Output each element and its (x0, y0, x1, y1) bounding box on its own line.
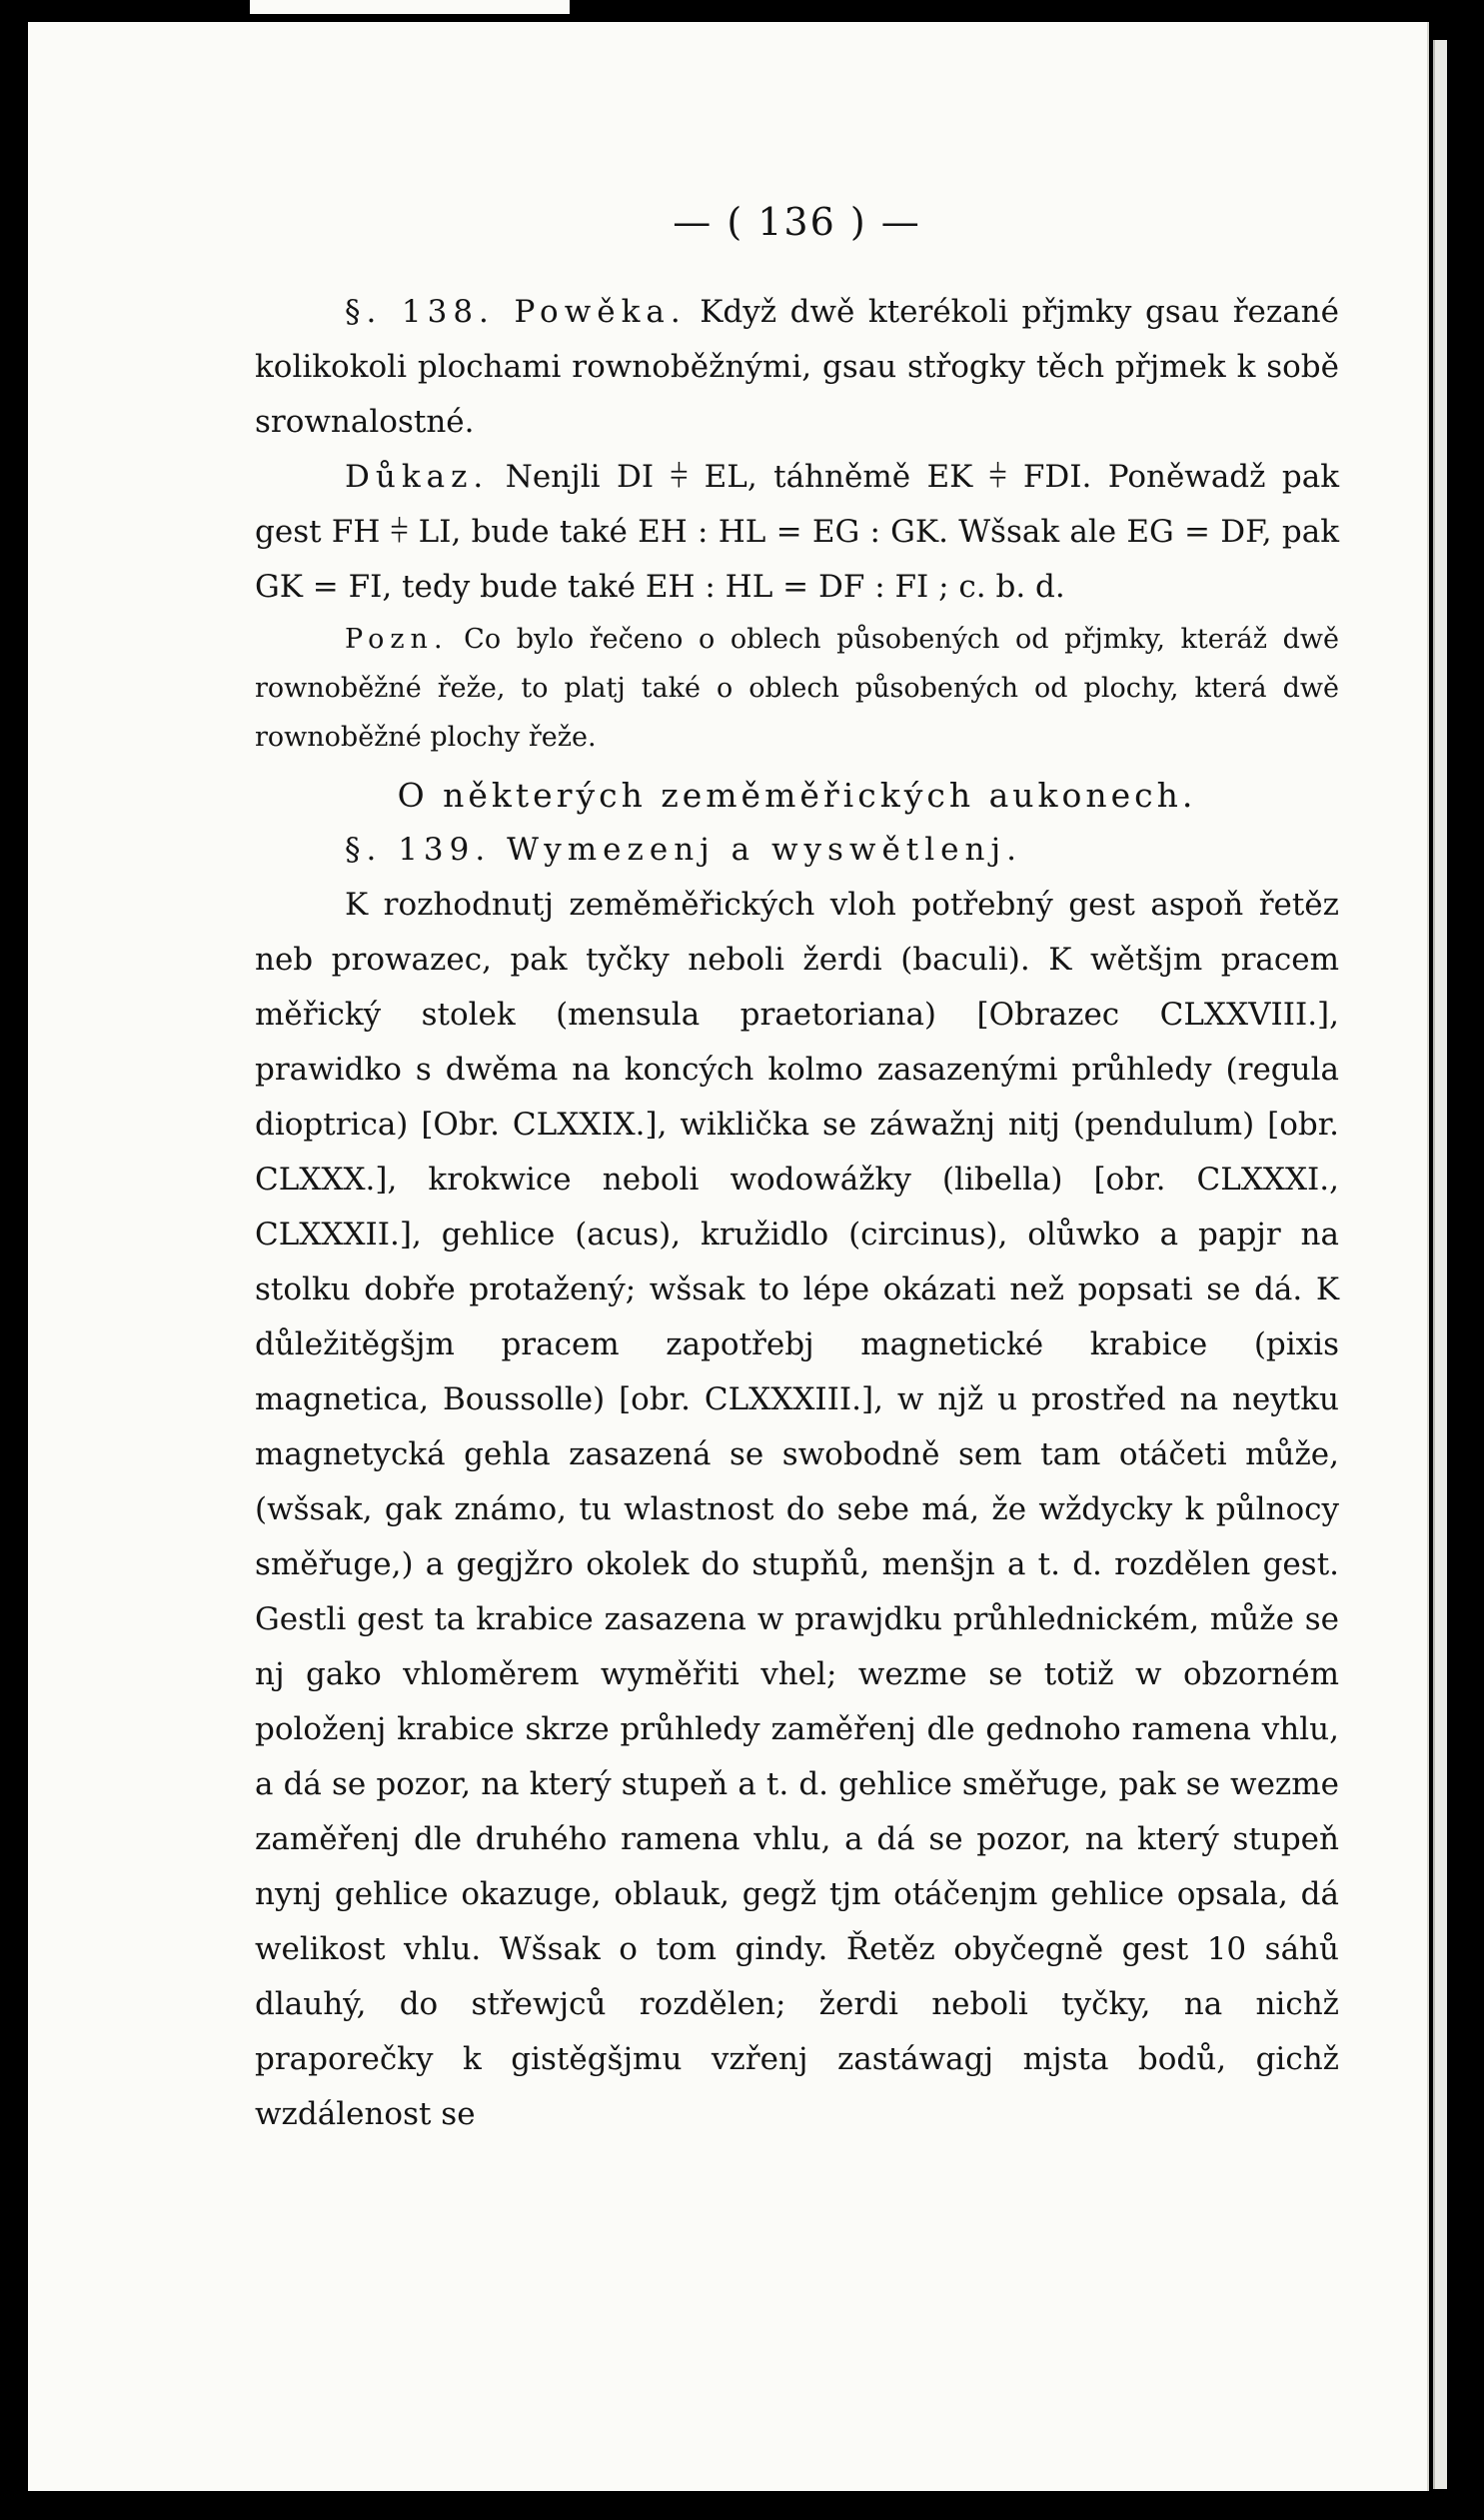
page-edge (1433, 40, 1447, 2489)
proof-text: Nenjli DI ⫩ EL, táhněmě EK ⫩ FDI. Poněwadž pak gest FH ⫩ LI, bude také EH : HL = EG : GK. Wšsak ale EG = DF, pak GK = FI, tedy bude také EH : HL = DF : FI ; c. b. d. (255, 459, 1339, 605)
paragraph-138 (255, 285, 1339, 450)
proof-label: Důkaz. (345, 459, 490, 495)
section-title: O některých zeměměřických aukonech. (397, 776, 1197, 815)
page-top-strip (250, 0, 570, 14)
section-label-139: §. 139. Wymezenj a wyswětlenj. (345, 832, 1022, 868)
text-block (255, 285, 1339, 2142)
note-text: Co bylo řečeno o oblech působených od přjmky, kteráž dwě rownoběžné řeže, to platj také o oblech působených od plochy, která dwě rownoběžné plochy řeže. (255, 624, 1339, 753)
paragraph-139-heading (255, 823, 1339, 878)
section-label-138: §. 138. Powěka. (345, 294, 687, 330)
paragraph-body: K rozhodnutj zeměměřických vloh potřebný gest aspoň řetěz neb prowazec, pak tyčky neboli žerdi (baculi). K wětšjm pracem měřický stolek (mensula praetoriana) [Obrazec CLXXVIII.], prawidko s dwěma na koncých kolmo zasazenými průhledy (regula dioptrica) [Obr. CLXXIX.], wiklička se záwažnj nitj (pendulum) [obr. CLXXX.], krokwice neboli wodowážky (libella) [obr. CLXXXI., CLXXXII.], gehlice (acus), kružidlo (circinus), olůwko a papjr na stolku dobře protažený; wšsak to lépe okázati než popsati se dá. K důležitěgšjm pracem zapotřebj magnetické krabice (pixis magnetica, Boussolle) [obr. CLXXXIII.], w njž u prostřed na neytku magnetycká gehla zasazená se swobodně sem tam otáčeti může, (wšsak, gak známo, tu wlastnost do sebe má, že wždycky k půlnocy směřuge,) a gegjžro okolek do stupňů, menšjn a t. d. rozdělen gest. Gestli gest ta krabice zasazena w prawjdku průhlednickém, může se nj gako vhloměrem wyměřiti vhel; wezme se totiž w obzorném položenj krabice skrze průhledy zaměřenj dle gednoho ramena vhlu, a dá se pozor, na který stupeň a t. d. gehlice směřuge, pak se wezme zaměřenj dle druhého ramena vhlu, a dá se pozor, na který stupeň nynj gehlice okazuge, oblauk, gegž tjm otáčenjm gehlice opsala, dá welikost vhlu. Wšsak o tom gindy. Řetěz obyčegně gest 10 sáhů dlauhý, do střewjců rozdělen; žerdi neboli tyčky, na nichž praporečky k gistěgšjmu vzřenj zastáwagj mjsta bodů, gichž wzdálenost se (255, 887, 1339, 2132)
section-text-138: Když dwě kterékoli přjmky gsau řezané kolikokoli plochami rownoběžnými, gsau střogky těch přjmek k sobě srownalostné. (255, 294, 1339, 440)
page-number-header: — ( 136 ) — (673, 200, 921, 244)
paragraph-proof (255, 450, 1339, 615)
paragraph-note (255, 615, 1339, 762)
note-label: Pozn. (345, 624, 449, 655)
